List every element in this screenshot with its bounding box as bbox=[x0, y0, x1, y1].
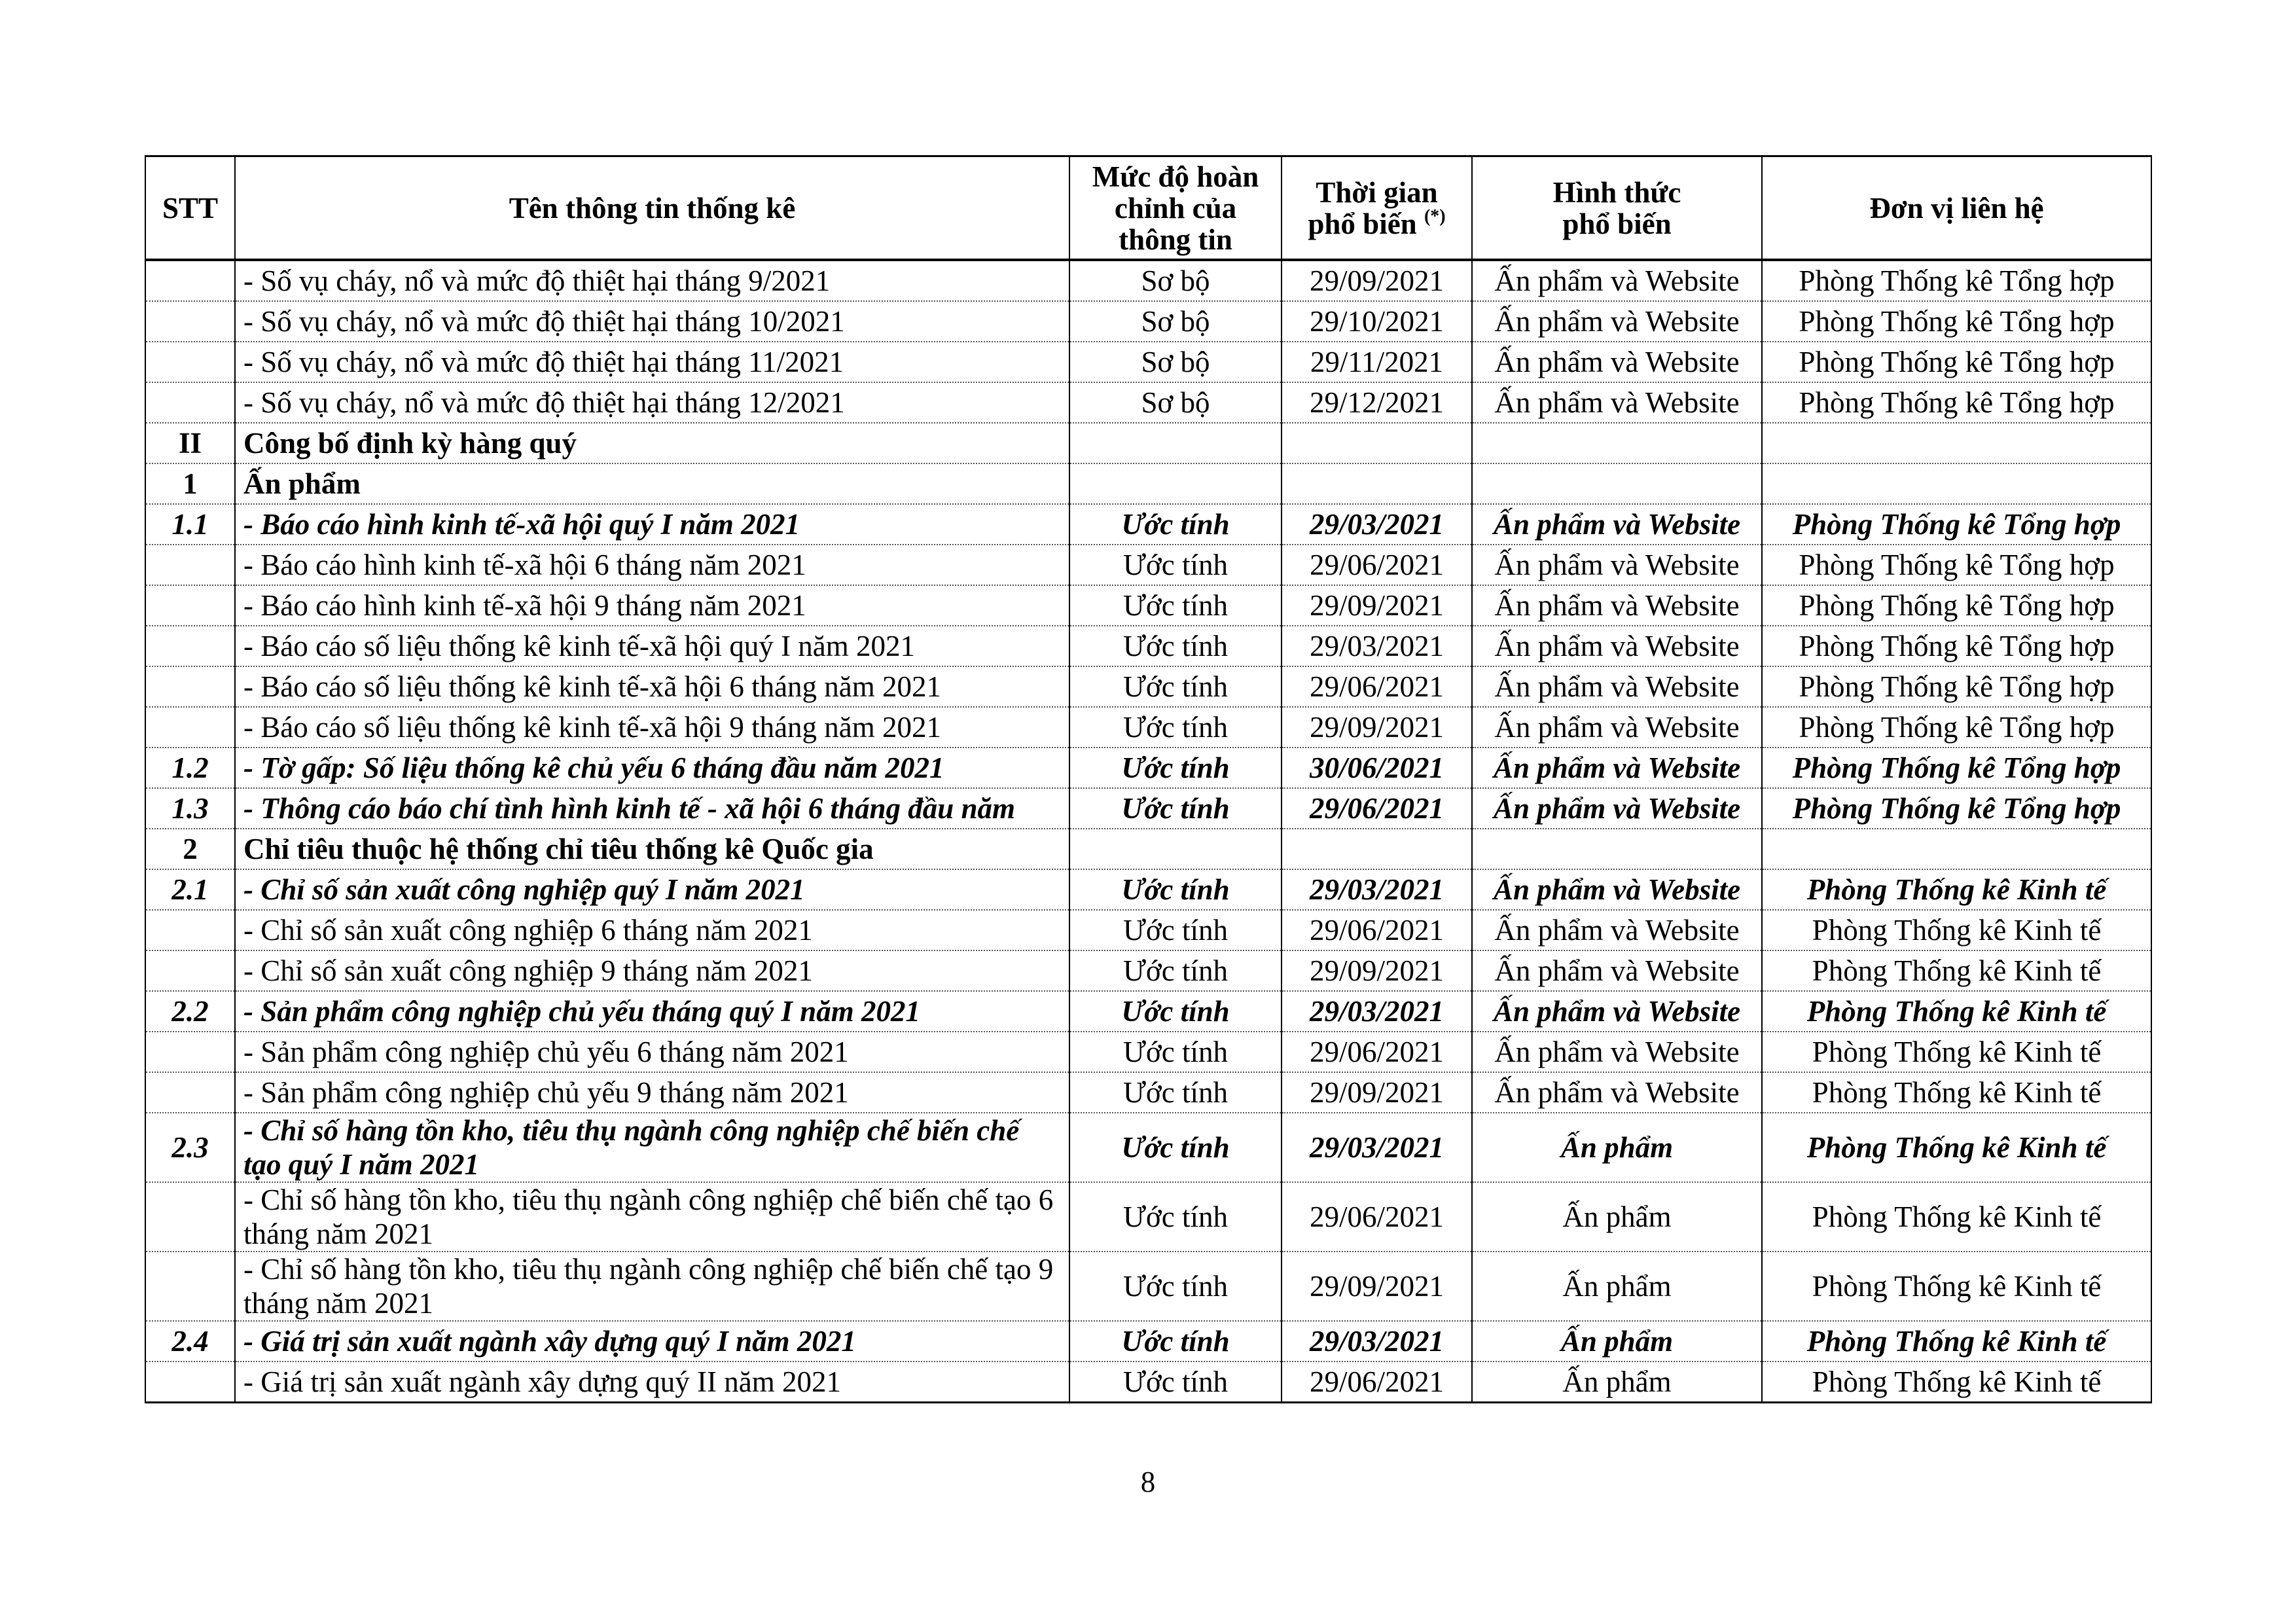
row-completeness-level: Ước tính bbox=[1069, 950, 1282, 991]
row-release-time: 29/09/2021 bbox=[1282, 260, 1472, 301]
row-contact-unit: Phòng Thống kê Kinh tế bbox=[1762, 991, 2151, 1032]
row-release-time: 29/09/2021 bbox=[1282, 1072, 1472, 1113]
row-stt: 1.1 bbox=[145, 504, 235, 545]
table-row bbox=[145, 260, 2151, 301]
row-completeness-level: Sơ bộ bbox=[1069, 260, 1282, 301]
row-completeness-level: Ước tính bbox=[1069, 585, 1282, 626]
row-contact-unit: Phòng Thống kê Tổng hợp bbox=[1762, 382, 2151, 423]
row-contact-unit: Phòng Thống kê Kinh tế bbox=[1762, 910, 2151, 950]
row-name: - Báo cáo hình kinh tế-xã hội 6 tháng năm 2021 bbox=[235, 545, 1069, 585]
row-contact-unit: Phòng Thống kê Kinh tế bbox=[1762, 1321, 2151, 1362]
row-name: - Báo cáo hình kinh tế-xã hội 9 tháng năm 2021 bbox=[235, 585, 1069, 626]
row-name: - Chỉ số hàng tồn kho, tiêu thụ ngành công nghiệp chế biến chế tạo 9 tháng năm 2021 bbox=[235, 1252, 1069, 1321]
row-contact-unit: Phòng Thống kê Tổng hợp bbox=[1762, 666, 2151, 707]
row-contact-unit: Phòng Thống kê Kinh tế bbox=[1762, 1072, 2151, 1113]
row-name: - Thông cáo báo chí tình hình kinh tế - xã hội 6 tháng đầu năm bbox=[235, 788, 1069, 829]
row-completeness-level: Sơ bộ bbox=[1069, 301, 1282, 342]
row-contact-unit bbox=[1762, 423, 2151, 463]
row-name: - Báo cáo hình kinh tế-xã hội quý I năm 2021 bbox=[235, 504, 1069, 545]
row-stt: 1.2 bbox=[145, 748, 235, 788]
row-contact-unit: Phòng Thống kê Tổng hợp bbox=[1762, 748, 2151, 788]
row-name: - Chỉ số hàng tồn kho, tiêu thụ ngành công nghiệp chế biến chế tạo 6 tháng năm 2021 bbox=[235, 1182, 1069, 1252]
row-release-time: 29/09/2021 bbox=[1282, 585, 1472, 626]
row-completeness-level: Ước tính bbox=[1069, 1252, 1282, 1321]
row-release-time: 29/06/2021 bbox=[1282, 545, 1472, 585]
row-completeness-level: Ước tính bbox=[1069, 788, 1282, 829]
header-stt: STT bbox=[145, 156, 235, 261]
header-time-line1: Thời gian bbox=[1316, 175, 1438, 209]
row-release-time: 29/09/2021 bbox=[1282, 1252, 1472, 1321]
row-stt bbox=[145, 910, 235, 950]
row-contact-unit: Phòng Thống kê Kinh tế bbox=[1762, 1252, 2151, 1321]
page-number: 8 bbox=[1140, 1466, 1156, 1498]
row-release-time: 29/09/2021 bbox=[1282, 950, 1472, 991]
row-release-form: Ấn phẩm bbox=[1472, 1321, 1762, 1362]
row-contact-unit: Phòng Thống kê Tổng hợp bbox=[1762, 626, 2151, 666]
row-release-time: 30/06/2021 bbox=[1282, 748, 1472, 788]
row-release-form: Ấn phẩm và Website bbox=[1472, 504, 1762, 545]
row-completeness-level bbox=[1069, 463, 1282, 504]
row-release-form: Ấn phẩm và Website bbox=[1472, 950, 1762, 991]
row-release-time: 29/09/2021 bbox=[1282, 707, 1472, 748]
row-stt: II bbox=[145, 423, 235, 463]
row-completeness-level: Sơ bộ bbox=[1069, 342, 1282, 382]
row-name: - Giá trị sản xuất ngành xây dựng quý II năm 2021 bbox=[235, 1362, 1069, 1403]
row-release-form: Ấn phẩm bbox=[1472, 1252, 1762, 1321]
table-row bbox=[145, 1252, 2151, 1321]
row-release-time: 29/06/2021 bbox=[1282, 1362, 1472, 1403]
row-name: - Báo cáo số liệu thống kê kinh tế-xã hội 6 tháng năm 2021 bbox=[235, 666, 1069, 707]
row-name: - Số vụ cháy, nổ và mức độ thiệt hại tháng 9/2021 bbox=[235, 260, 1069, 301]
section-row bbox=[145, 423, 2151, 463]
row-stt: 1 bbox=[145, 463, 235, 504]
table-row bbox=[145, 991, 2151, 1032]
row-contact-unit: Phòng Thống kê Kinh tế bbox=[1762, 869, 2151, 910]
row-release-form: Ấn phẩm và Website bbox=[1472, 748, 1762, 788]
table-row bbox=[145, 585, 2151, 626]
row-release-form bbox=[1472, 463, 1762, 504]
table-row bbox=[145, 1072, 2151, 1113]
row-contact-unit: Phòng Thống kê Kinh tế bbox=[1762, 950, 2151, 991]
row-name: Ấn phẩm bbox=[235, 463, 1069, 504]
header-time-line2: phổ biến bbox=[1308, 207, 1417, 240]
row-completeness-level bbox=[1069, 829, 1282, 869]
row-release-time: 29/03/2021 bbox=[1282, 991, 1472, 1032]
row-contact-unit: Phòng Thống kê Kinh tế bbox=[1762, 1113, 2151, 1182]
header-release-form bbox=[1472, 156, 1762, 261]
row-completeness-level: Ước tính bbox=[1069, 626, 1282, 666]
row-release-form: Ấn phẩm và Website bbox=[1472, 788, 1762, 829]
row-release-form: Ấn phẩm và Website bbox=[1472, 1072, 1762, 1113]
row-release-time: 29/03/2021 bbox=[1282, 504, 1472, 545]
table-row bbox=[145, 1362, 2151, 1403]
row-stt: 2.2 bbox=[145, 991, 235, 1032]
row-stt bbox=[145, 545, 235, 585]
row-release-form: Ấn phẩm và Website bbox=[1472, 585, 1762, 626]
row-release-form: Ấn phẩm và Website bbox=[1472, 301, 1762, 342]
row-stt bbox=[145, 950, 235, 991]
table-row bbox=[145, 504, 2151, 545]
header-completeness-level bbox=[1069, 156, 1282, 261]
row-contact-unit: Phòng Thống kê Tổng hợp bbox=[1762, 301, 2151, 342]
row-completeness-level: Ước tính bbox=[1069, 1182, 1282, 1252]
table-row bbox=[145, 626, 2151, 666]
row-name: - Giá trị sản xuất ngành xây dựng quý I năm 2021 bbox=[235, 1321, 1069, 1362]
row-name: - Chỉ số sản xuất công nghiệp quý I năm 2021 bbox=[235, 869, 1069, 910]
row-contact-unit: Phòng Thống kê Kinh tế bbox=[1762, 1362, 2151, 1403]
row-release-form: Ấn phẩm và Website bbox=[1472, 260, 1762, 301]
table-row bbox=[145, 382, 2151, 423]
row-stt bbox=[145, 1252, 235, 1321]
header-contact-unit: Đơn vị liên hệ bbox=[1762, 156, 2151, 261]
row-completeness-level: Ước tính bbox=[1069, 545, 1282, 585]
row-release-time: 29/11/2021 bbox=[1282, 342, 1472, 382]
row-completeness-level: Ước tính bbox=[1069, 910, 1282, 950]
table-row bbox=[145, 301, 2151, 342]
row-completeness-level: Sơ bộ bbox=[1069, 382, 1282, 423]
row-contact-unit: Phòng Thống kê Tổng hợp bbox=[1762, 260, 2151, 301]
row-release-form: Ấn phẩm và Website bbox=[1472, 342, 1762, 382]
header-release-time bbox=[1282, 156, 1472, 261]
row-release-time bbox=[1282, 463, 1472, 504]
row-name: - Báo cáo số liệu thống kê kinh tế-xã hội quý I năm 2021 bbox=[235, 626, 1069, 666]
header-time-footnote-mark: (*) bbox=[1424, 206, 1446, 226]
row-release-form: Ấn phẩm và Website bbox=[1472, 626, 1762, 666]
row-name: - Sản phẩm công nghiệp chủ yếu 9 tháng năm 2021 bbox=[235, 1072, 1069, 1113]
row-name: - Sản phẩm công nghiệp chủ yếu 6 tháng năm 2021 bbox=[235, 1032, 1069, 1072]
table-row bbox=[145, 342, 2151, 382]
row-contact-unit: Phòng Thống kê Tổng hợp bbox=[1762, 504, 2151, 545]
header-name: Tên thông tin thống kê bbox=[235, 156, 1069, 261]
table-row bbox=[145, 1182, 2151, 1252]
row-completeness-level: Ước tính bbox=[1069, 666, 1282, 707]
row-name: - Chỉ số sản xuất công nghiệp 9 tháng năm 2021 bbox=[235, 950, 1069, 991]
row-name: - Số vụ cháy, nổ và mức độ thiệt hại tháng 11/2021 bbox=[235, 342, 1069, 382]
table-row bbox=[145, 545, 2151, 585]
header-level-line3: thông tin bbox=[1119, 223, 1232, 256]
row-release-time: 29/06/2021 bbox=[1282, 1032, 1472, 1072]
row-stt: 1.3 bbox=[145, 788, 235, 829]
table-header bbox=[145, 156, 2151, 261]
row-release-form: Ấn phẩm và Website bbox=[1472, 869, 1762, 910]
row-release-form bbox=[1472, 829, 1762, 869]
row-completeness-level: Ước tính bbox=[1069, 1032, 1282, 1072]
row-release-time: 29/03/2021 bbox=[1282, 626, 1472, 666]
table-row bbox=[145, 666, 2151, 707]
row-release-form: Ấn phẩm và Website bbox=[1472, 666, 1762, 707]
row-name: - Số vụ cháy, nổ và mức độ thiệt hại tháng 10/2021 bbox=[235, 301, 1069, 342]
row-release-form: Ấn phẩm và Website bbox=[1472, 707, 1762, 748]
row-name: - Chỉ số sản xuất công nghiệp 6 tháng năm 2021 bbox=[235, 910, 1069, 950]
row-stt bbox=[145, 260, 235, 301]
row-contact-unit: Phòng Thống kê Tổng hợp bbox=[1762, 707, 2151, 748]
row-completeness-level: Ước tính bbox=[1069, 1072, 1282, 1113]
row-stt bbox=[145, 301, 235, 342]
row-completeness-level: Ước tính bbox=[1069, 869, 1282, 910]
row-stt bbox=[145, 1362, 235, 1403]
row-release-form: Ấn phẩm và Website bbox=[1472, 1032, 1762, 1072]
row-release-time: 29/12/2021 bbox=[1282, 382, 1472, 423]
row-release-time: 29/06/2021 bbox=[1282, 910, 1472, 950]
row-stt bbox=[145, 1182, 235, 1252]
table-body bbox=[145, 260, 2151, 1403]
row-stt bbox=[145, 707, 235, 748]
table-row bbox=[145, 1321, 2151, 1362]
row-name: - Sản phẩm công nghiệp chủ yếu tháng quý I năm 2021 bbox=[235, 991, 1069, 1032]
header-form-line2: phổ biến bbox=[1562, 207, 1672, 240]
row-completeness-level: Ước tính bbox=[1069, 1113, 1282, 1182]
row-release-form: Ấn phẩm bbox=[1472, 1182, 1762, 1252]
table-row bbox=[145, 1032, 2151, 1072]
header-level-line1: Mức độ hoàn bbox=[1092, 160, 1259, 193]
header-row bbox=[145, 156, 2151, 261]
row-release-form: Ấn phẩm và Website bbox=[1472, 910, 1762, 950]
row-contact-unit: Phòng Thống kê Tổng hợp bbox=[1762, 342, 2151, 382]
row-contact-unit: Phòng Thống kê Tổng hợp bbox=[1762, 545, 2151, 585]
row-release-time: 29/06/2021 bbox=[1282, 1182, 1472, 1252]
row-completeness-level: Ước tính bbox=[1069, 1362, 1282, 1403]
row-completeness-level: Ước tính bbox=[1069, 504, 1282, 545]
row-contact-unit: Phòng Thống kê Kinh tế bbox=[1762, 1182, 2151, 1252]
row-name: Công bố định kỳ hàng quý bbox=[235, 423, 1069, 463]
row-release-form: Ấn phẩm và Website bbox=[1472, 545, 1762, 585]
row-release-time: 29/03/2021 bbox=[1282, 1321, 1472, 1362]
row-stt bbox=[145, 342, 235, 382]
row-stt bbox=[145, 1032, 235, 1072]
row-stt bbox=[145, 1072, 235, 1113]
row-contact-unit: Phòng Thống kê Tổng hợp bbox=[1762, 585, 2151, 626]
row-contact-unit bbox=[1762, 829, 2151, 869]
row-stt: 2.4 bbox=[145, 1321, 235, 1362]
row-release-time bbox=[1282, 423, 1472, 463]
row-completeness-level: Ước tính bbox=[1069, 748, 1282, 788]
header-form-line1: Hình thức bbox=[1552, 175, 1681, 209]
row-name: - Tờ gấp: Số liệu thống kê chủ yếu 6 tháng đầu năm 2021 bbox=[235, 748, 1069, 788]
row-release-time: 29/03/2021 bbox=[1282, 869, 1472, 910]
row-stt bbox=[145, 626, 235, 666]
row-stt: 2 bbox=[145, 829, 235, 869]
row-release-time bbox=[1282, 829, 1472, 869]
row-release-time: 29/03/2021 bbox=[1282, 1113, 1472, 1182]
row-release-time: 29/10/2021 bbox=[1282, 301, 1472, 342]
table-row bbox=[145, 788, 2151, 829]
row-completeness-level: Ước tính bbox=[1069, 707, 1282, 748]
row-release-form: Ấn phẩm bbox=[1472, 1113, 1762, 1182]
row-completeness-level: Ước tính bbox=[1069, 991, 1282, 1032]
table-row bbox=[145, 707, 2151, 748]
table-row bbox=[145, 910, 2151, 950]
row-stt bbox=[145, 666, 235, 707]
row-contact-unit: Phòng Thống kê Tổng hợp bbox=[1762, 788, 2151, 829]
table-row bbox=[145, 1113, 2151, 1182]
section-row bbox=[145, 829, 2151, 869]
row-completeness-level bbox=[1069, 423, 1282, 463]
row-release-time: 29/06/2021 bbox=[1282, 666, 1472, 707]
row-release-form: Ấn phẩm và Website bbox=[1472, 991, 1762, 1032]
row-stt bbox=[145, 382, 235, 423]
row-stt bbox=[145, 585, 235, 626]
row-name: - Báo cáo số liệu thống kê kinh tế-xã hội 9 tháng năm 2021 bbox=[235, 707, 1069, 748]
table-row bbox=[145, 869, 2151, 910]
row-release-form bbox=[1472, 423, 1762, 463]
row-name: - Số vụ cháy, nổ và mức độ thiệt hại tháng 12/2021 bbox=[235, 382, 1069, 423]
row-stt: 2.1 bbox=[145, 869, 235, 910]
row-release-time: 29/06/2021 bbox=[1282, 788, 1472, 829]
table-row bbox=[145, 950, 2151, 991]
row-release-form: Ấn phẩm và Website bbox=[1472, 382, 1762, 423]
table-row bbox=[145, 748, 2151, 788]
statistics-schedule-table bbox=[145, 155, 2152, 1403]
row-release-form: Ấn phẩm bbox=[1472, 1362, 1762, 1403]
row-completeness-level: Ước tính bbox=[1069, 1321, 1282, 1362]
header-level-line2: chỉnh của bbox=[1114, 191, 1237, 225]
row-contact-unit bbox=[1762, 463, 2151, 504]
row-stt: 2.3 bbox=[145, 1113, 235, 1182]
section-row bbox=[145, 463, 2151, 504]
row-name: Chỉ tiêu thuộc hệ thống chỉ tiêu thống kê Quốc gia bbox=[235, 829, 1069, 869]
row-name: - Chỉ số hàng tồn kho, tiêu thụ ngành công nghiệp chế biến chế tạo quý I năm 2021 bbox=[235, 1113, 1069, 1182]
row-contact-unit: Phòng Thống kê Kinh tế bbox=[1762, 1032, 2151, 1072]
